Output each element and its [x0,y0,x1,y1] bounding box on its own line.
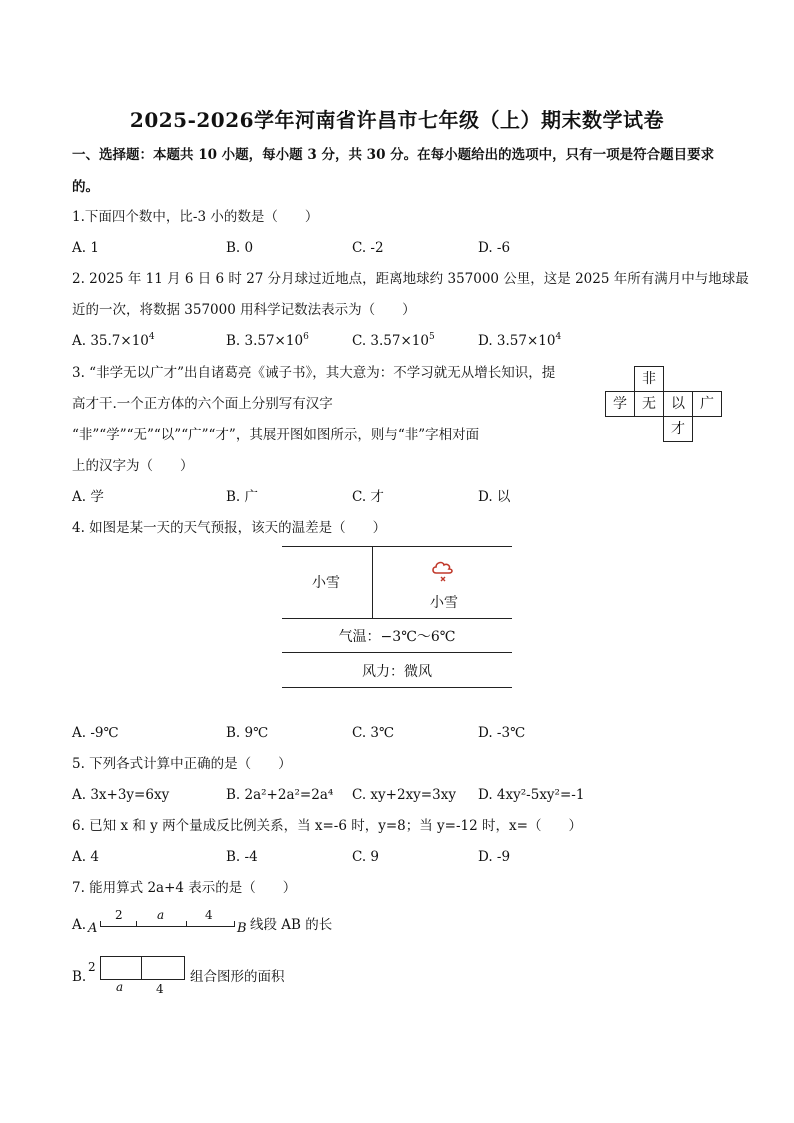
q5-option-b: B. 2a²+2a²=2a⁴ [226,787,334,803]
width-label-4: 4 [156,982,164,996]
q7-option-b-text: 组合图形的面积 [190,969,285,985]
section-heading: 一、选择题：本题共 10 小题，每小题 3 分，共 30 分。在每小题给出的选项中，只有一项是符合题目要求 [72,147,715,163]
q7-option-b-label: B. [72,969,87,985]
segment-tick [186,921,187,927]
rectangle-a [100,956,142,980]
rectangles-figure [86,956,206,996]
segment-label-2: a [157,908,165,922]
q3-stem-4: 上的汉字为（ ） [72,458,194,474]
q6-option-a: A. 4 [72,849,99,865]
q5-option-d: D. 4xy²-5xy²=-1 [478,787,585,803]
segment-tick [100,921,101,927]
q1-stem: 1.下面四个数中，比-3 小的数是（ ） [72,209,319,225]
q4-option-d: D. -3℃ [478,725,526,741]
q3-option-d: D. 以 [478,489,511,505]
section-heading-cont: 的。 [72,179,99,195]
q6-option-d: D. -9 [478,849,511,865]
table-rule [282,546,512,547]
segment-label-3: 4 [205,908,213,922]
table-rule [282,652,512,653]
segment-label-1: 2 [115,908,123,922]
weather-left-label: 小雪 [312,575,340,591]
q6-option-c: C. 9 [352,849,380,865]
q2-option-c: C. $3.57\times 10^5$ [352,332,435,349]
segment-line [100,926,235,927]
segment-tick [136,921,137,927]
net-cell-bottom: 才 [663,416,693,442]
q3-option-c: C. 才 [352,489,384,505]
q2-stem-cont: 近的一次，将数据 357000 用科学记数法表示为（ ） [72,302,416,318]
q2-stem: 2. 2025 年 11 月 6 日 6 时 27 分月球过近地点，距离地球约 357000 公里，这是 2025 年所有满月中与地球最 [72,271,749,287]
net-cell-row-2: 无 [634,391,664,417]
wind-row: 风力：微风 [362,664,432,680]
weather-forecast-table [282,546,512,688]
snow-cloud-icon [430,558,456,584]
point-a-label: A [88,921,98,936]
page-title: 2025-2026学年河南省许昌市七年级（上）期末数学试卷 [129,108,665,132]
q1-option-b: B. 0 [226,240,254,256]
weather-icon-label: 小雪 [430,595,458,611]
segment-ab-figure [88,908,258,938]
q5-stem: 5. 下列各式计算中正确的是（ ） [72,756,292,772]
q4-stem: 4. 如图是某一天的天气预报，该天的温差是（ ） [72,520,387,536]
q5-option-c: C. xy+2xy=3xy [352,787,456,803]
table-divider [372,546,373,618]
q3-stem-3: “非”“学”“无”“以”“广”“才”，其展开图如图所示，则与“非”字相对面 [72,427,480,443]
net-cell-row-4: 广 [692,391,722,417]
q4-option-c: C. 3℃ [352,725,395,741]
q4-option-a: A. -9℃ [72,725,119,741]
width-label-a: a [116,980,124,994]
q2-option-b: B. $3.57\times 10^6$ [226,332,309,349]
table-rule [282,618,512,619]
q4-option-b: B. 9℃ [226,725,269,741]
q3-stem: 3. “非学无以广才”出自诸葛亮《诫子书》，其大意为：不学习就无从增长知识，提 [72,365,556,381]
q3-option-a: A. 学 [72,489,104,505]
temperature-row: 气温：−3℃～6℃ [338,629,456,645]
net-cell-row-1: 学 [605,391,635,417]
net-cell-top: 非 [634,366,664,392]
q7-stem: 7. 能用算式 2a+4 表示的是（ ） [72,880,297,896]
point-b-label: B [237,921,247,936]
table-rule [282,687,512,688]
q1-option-c: C. -2 [352,240,384,256]
q3-stem-2: 高才干.一个正方体的六个面上分别写有汉字 [72,396,333,412]
q7-option-a-label: A. [72,917,87,933]
q5-option-a: A. 3x+3y=6xy [72,787,170,803]
q1-option-a: A. 1 [72,240,99,256]
net-cell-row-3: 以 [663,391,693,417]
rectangle-4 [141,956,185,980]
q6-stem: 6. 已知 x 和 y 两个量成反比例关系，当 x=-6 时，y=8；当 y=-12 时，x=（ ） [72,818,582,834]
q2-option-d: D. $3.57\times 10^4$ [478,332,562,349]
segment-tick [234,921,235,927]
q3-option-b: B. 广 [226,489,259,505]
q7-option-a-text: 线段 AB 的长 [250,917,333,933]
q2-option-a: A. $35.7\times 10^4$ [72,332,155,349]
height-label: 2 [88,960,96,974]
q6-option-b: B. -4 [226,849,258,865]
q1-option-d: D. -6 [478,240,511,256]
